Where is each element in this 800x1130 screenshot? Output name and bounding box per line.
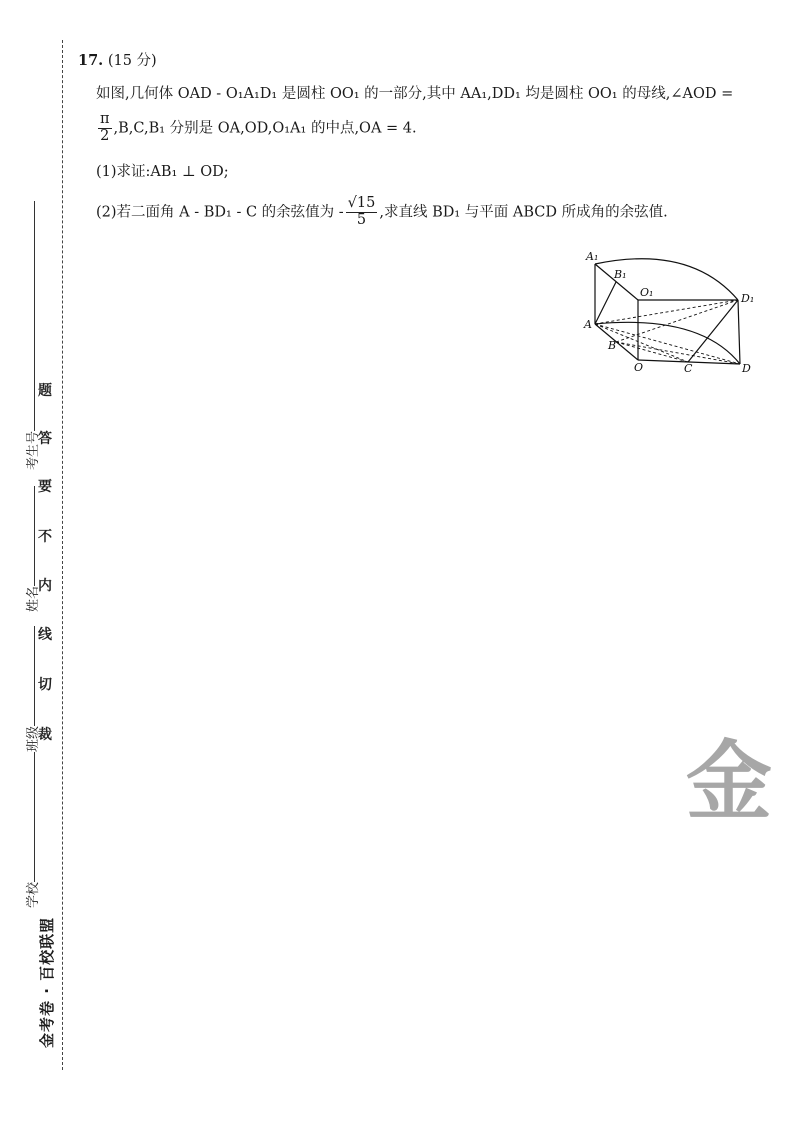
label-O1: O₁ [640,286,654,299]
question-score: (15 分) [107,53,157,69]
brand-label: 金考卷 · 百校联盟 [38,916,56,1048]
stem-line2-text: ,B,C,B₁ 分别是 OA,OD,O₁A₁ 的中点,OA = 4. [113,120,417,137]
part2-text-a: (2)若二面角 A - BD₁ - C 的余弦值为 - [96,204,344,221]
warning-char: 答 [38,431,52,447]
line-DD1 [738,300,740,364]
warning-char: 内 [38,578,52,594]
label-C: C [684,362,693,375]
school-line [33,752,35,882]
watermark-logo: 金 [686,732,772,832]
fraction-numerator: √15 [347,195,376,211]
student-id-line [33,201,35,431]
part2-text-b: ,求直线 BD₁ 与平面 ABCD 所成角的余弦值. [379,204,668,221]
warning-char: 不 [38,529,52,545]
label-O: O [634,361,644,374]
question-part1: (1)求证:AB₁ ⊥ OD; [96,164,229,180]
question-stem-line1: 如图,几何体 OAD - O₁A₁D₁ 是圆柱 OO₁ 的一部分,其中 AA₁,DD₁ 均是圆柱 OO₁ 的母线,∠AOD = [96,86,734,102]
label-A1: A₁ [586,250,599,263]
line-CD1 [688,300,738,362]
fraction-denominator: 5 [356,211,367,228]
label-B1: B₁ [614,268,627,281]
label-D1: D₁ [741,292,755,305]
name-label: 姓名 [26,585,41,612]
question-number: 17. [78,52,104,69]
warning-char: 裁 [38,727,52,743]
warning-char: 切 [38,677,52,693]
class-label: 班级 [26,725,41,752]
fraction-denominator: 2 [100,127,110,144]
class-line [33,626,35,726]
angle-fraction [98,112,112,145]
line-BC [616,342,688,362]
name-line [33,486,35,586]
school-label: 学校 [26,881,41,908]
warning-char: 线 [38,627,52,643]
warning-char: 要 [38,479,52,495]
school-field [22,752,41,908]
cosine-fraction [346,196,378,229]
question-header [78,50,768,73]
fraction-numerator: π [100,111,110,127]
line-AB1 [595,282,616,324]
warning-char: 题 [38,383,52,399]
binding-dashed-line [62,40,63,1070]
geometry-figure [580,250,760,375]
label-D: D [742,362,751,375]
student-id-label: 考生号 [26,430,41,470]
label-B: B [608,339,617,352]
question-part2 [96,196,668,229]
line-BD1 [616,300,738,342]
question-stem-line2 [96,112,417,145]
line-AD1 [595,300,738,324]
label-A: A [584,318,592,331]
